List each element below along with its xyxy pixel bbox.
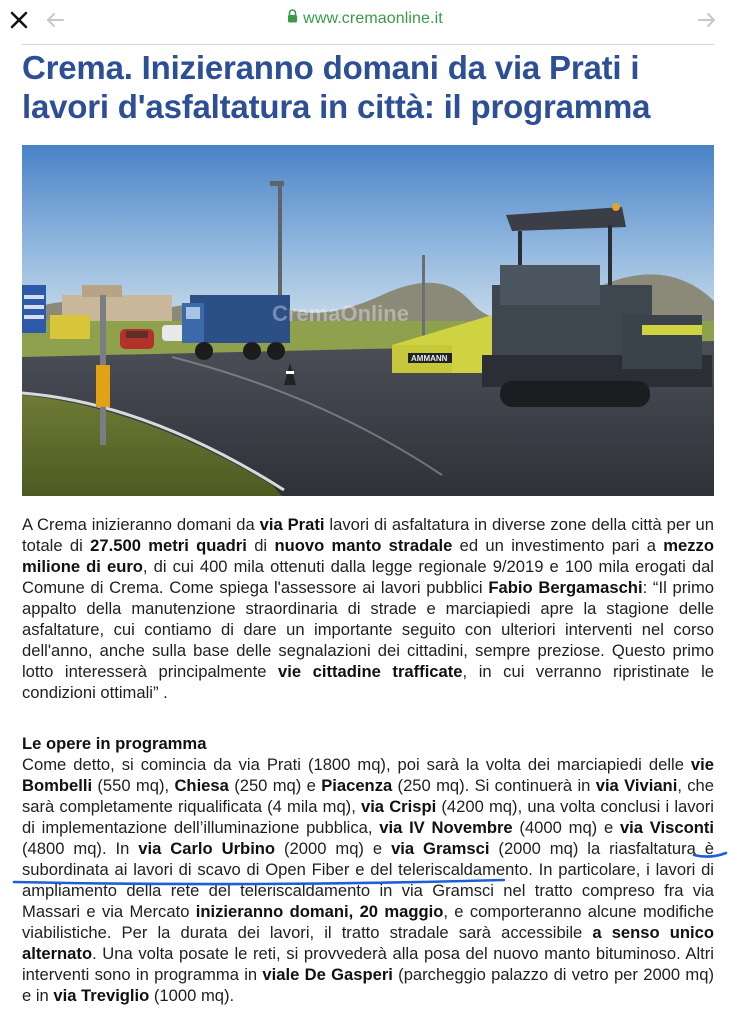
close-icon[interactable] xyxy=(6,7,32,33)
article-hero-image[interactable] xyxy=(22,145,714,496)
browser-toolbar xyxy=(0,0,730,40)
paragraph-intro: A Crema inizieranno domani da via Prati lavori di asfaltatura in diverse zone della città per un totale di 27.500 metri quadri di nuovo manto stradale ed un investimento pari a mezzo milione di euro, di cui 400 mila ottenuti dalla legge regionale 9/2019 e 100 mila erogati dal Comune di Crema. Come spiega l'assessore ai lavori pubblici Fabio Bergamaschi: “Il primo appalto della manutenzione straordinaria di strade e marciapiedi apre la stagione delle asfaltature, cui contiamo di dare un importante seguito con ulteriori interventi nel corso dell'anno, anche sulla base delle segnalazioni dei cittadini, sempre preziose. Questo primo lotto interesserà principalmente vie cittadine trafficate, in cui verranno ripristinate le condizioni ottimali” . xyxy=(22,515,714,702)
highlighted-sentence: la riasfaltatura è subordinata ai lavori di scavo di Open Fiber xyxy=(22,839,714,879)
paver-brand-label: AMMANN xyxy=(411,354,448,363)
article-title: Crema. Inizieranno domani da via Prati i lavori d'asfaltatura in città: il programma xyxy=(22,49,651,125)
image-watermark: CremaOnline xyxy=(272,301,409,326)
url-text: www.cremaonline.it xyxy=(303,9,443,27)
lock-icon xyxy=(287,9,298,28)
forward-arrow-icon[interactable] xyxy=(696,9,718,31)
header-divider xyxy=(22,44,714,45)
address-bar[interactable] xyxy=(287,9,443,28)
paragraph-programma: Come detto, si comincia da via Prati (1800 mq), poi sarà la volta dei marciapiedi delle vie Bombelli (550 mq), Chiesa (250 mq) e Piacenza (250 mq). Si continuerà in via Viviani, che sarà completamente riqualificata (4 mila mq), via Crispi (4200 mq), una volta conclusi i lavori di implementazione dell’illuminazione pubblica, via IV Novembre (4000 mq) e via Visconti (4800 mq). In via Carlo Urbino (2000 mq) e via Gramsci (2000 mq) la riasfaltatura è subordinata ai lavori di scavo di Open Fiber e del teleriscaldamento. In particolare, i lavori di ampliamento della rete del teleriscaldamento in via Gramsci nel tratto compreso fra via Massari e via Mercato inizieranno domani, 20 maggio, e comporteranno alcune modifiche viabilistiche. Per la durata dei lavori, il tratto stradale sarà accessibile a senso unico alternato. Una volta posate le reti, si provvederà alla posa del nuovo manto bituminoso. Altri interventi sono in programma in viale De Gasperi (parcheggio palazzo di vetro per 2000 mq) e in via Treviglio (1000 mq). xyxy=(22,755,715,1005)
section-heading: Le opere in programma xyxy=(22,734,207,753)
article-body-intro xyxy=(22,514,714,703)
back-arrow-icon[interactable] xyxy=(44,9,66,31)
article-body-programma xyxy=(22,754,714,1006)
